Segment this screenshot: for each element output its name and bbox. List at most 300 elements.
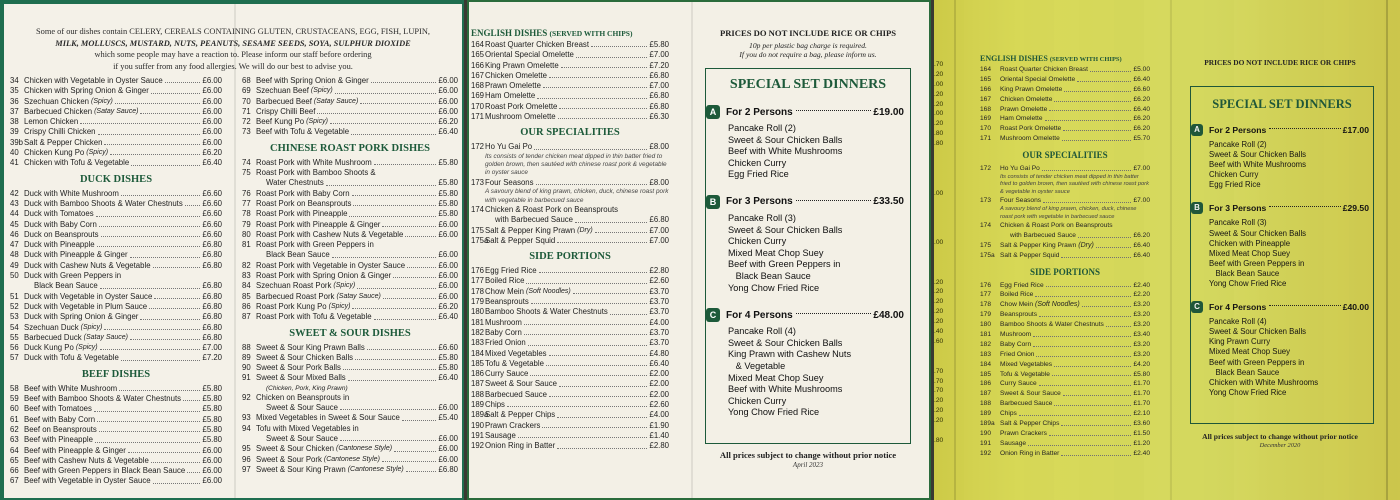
dot-leader [121,353,201,360]
item-number: 185 [980,370,992,378]
dot-leader [360,97,436,104]
set-letter-badge: A [1191,124,1203,136]
item-price: £5.80 [438,178,458,188]
item-name: Szechuan Duck [24,322,79,332]
item-number: 178 [471,286,485,296]
item-name: Roast Pork with Spring Onion & Ginger [256,271,392,281]
dot-leader [115,97,201,104]
item-name: Duck with Pineapple [24,240,95,250]
dot-leader [1049,429,1132,436]
item-price: £4.00 [649,317,669,327]
item-price: £6.00 [438,76,458,85]
item-name: Salt & Pepper Squid [485,235,556,245]
dot-leader [131,158,200,165]
item-name: Oriental Special Omelette [1000,75,1076,83]
dot-leader [595,226,648,233]
item-number: 168 [471,81,485,91]
menu-item [980,65,1150,75]
set-item: Beef with White Mushrooms [728,384,843,395]
menu-item [471,359,669,369]
dot-leader [353,199,436,206]
item-name: Prawn Omelette [1000,105,1048,113]
menu-item [10,404,222,414]
item-price: £5.80 [202,394,222,404]
dot-leader [1082,300,1132,307]
item-number: 39 [10,127,19,137]
item-price: £7.20 [649,60,669,70]
item-number: 56 [10,343,19,353]
item-price: £5.80 [202,383,222,393]
dot-leader [357,281,436,288]
dot-leader [558,112,648,119]
dot-leader [100,281,201,288]
set-price: £17.00 [1342,125,1369,135]
item-name: Roast Pork on Beansprouts [256,198,352,208]
item-name: King Prawn Omelette [485,60,559,70]
menu-item [242,250,458,260]
item-note: (Spicy) [86,149,109,157]
item-price: £2.00 [649,369,669,379]
cut-off-price: .60 [934,337,944,345]
menu-item [471,431,669,441]
item-price: £6.00 [438,260,458,270]
dot-leader [382,455,437,462]
item-price: £3.70 [649,327,669,337]
item-price: £6.00 [438,219,458,229]
item-name: Chips [485,400,505,410]
menu-item [980,281,1150,291]
menu-item [242,384,458,393]
item-name: Egg Fried Rice [1000,281,1044,289]
dot-leader [317,107,436,114]
dot-leader [119,384,200,391]
menu-item [10,86,222,96]
notice-rice-chips: PRICES DO NOT INCLUDE RICE OR CHIPS [1204,58,1356,67]
dot-leader [536,178,648,185]
item-name: Water Chestnuts [266,178,324,188]
item-price: £6.60 [1133,85,1150,93]
item-price: £6.00 [202,455,222,465]
item-name: Fried Onion [485,338,526,348]
dot-leader [343,363,437,370]
item-number: 164 [980,66,992,73]
item-number: 65 [10,455,19,465]
item-price: £5.80 [438,198,458,208]
item-number: 165 [471,50,485,60]
item-price: £6.20 [1133,115,1150,123]
menu-item [10,333,222,343]
item-number: 187 [471,379,485,389]
item-price: £6.00 [438,86,458,96]
item-number: 180 [980,321,992,329]
dot-leader [128,446,201,453]
menu-item [980,379,1150,389]
item-number: 43 [10,198,19,208]
item-number: 46 [10,229,19,239]
dot-leader [371,76,437,83]
item-number: 64 [10,445,19,455]
set-items [706,326,904,419]
menu-item [980,429,1150,439]
menu-item [980,85,1150,95]
fold-line [1170,0,1172,500]
item-number: 169 [471,91,485,101]
item-number: 82 [242,260,251,270]
dot-leader [557,236,647,243]
item-number: 84 [242,281,251,291]
menu-item [242,465,458,475]
item-number: 172 [980,165,992,173]
section-title-english: ENGLISH DISHES (SERVED WITH CHIPS) [471,28,633,38]
item-price: £6.80 [202,332,222,342]
dot-leader [1039,310,1131,317]
set-item: King Prawn Curry [1209,337,1271,347]
menu-item [242,393,458,403]
dot-leader [104,323,200,330]
item-name: Tofu & Vegetable [1000,370,1050,378]
dot-leader [151,86,201,93]
set-dinners-title: SPECIAL SET DINNERS [1212,97,1352,111]
item-name: Roast Pork Omelette [1000,125,1062,133]
item-number: 85 [242,291,251,301]
item-price: £6.00 [438,291,458,301]
cut-off-price: .20 [934,288,944,296]
set-item: Pancake Roll (4) [728,326,796,337]
menu-item [471,390,669,400]
item-number: 66 [10,466,19,476]
dot-leader [355,353,436,360]
cut-off-price: .20 [934,70,944,78]
menu-item [471,102,669,112]
item-price: £2.80 [649,266,669,276]
menu-item [242,189,458,199]
menu-item [980,75,1150,85]
item-price: £6.60 [202,198,222,208]
set-price: £48.00 [873,309,904,321]
item-price: £7.00 [649,50,669,60]
duck-list [10,189,222,364]
cut-off-price [934,149,952,159]
menu-item [471,91,669,101]
dot-leader [1096,241,1132,248]
set-item: Mixed Meat Chop Suey [1209,347,1291,357]
item-name: Chicken Omelette [1000,95,1053,103]
set-items [1191,140,1369,190]
specialities-list [471,142,669,246]
menu-item [242,455,458,465]
item-name: Duck on Beansprouts [24,229,99,239]
allergen-line-2: MILK, MOLLUSCS, MUSTARD, NUTS, PEANUTS, SESAME SEEDS, SOYA, SULPHUR DIOXIDE [55,38,411,48]
item-price: £6.30 [649,112,669,122]
item-name: Duck with Spring Onion & Ginger [24,312,139,322]
item-number: 52 [10,301,19,311]
item-number: 170 [980,125,992,133]
menu-item [980,95,1150,105]
set-item: Beef with Green Peppers in [1209,357,1305,367]
cut-off-price [934,159,952,169]
item-name: Bamboo Shoots & Water Chestnuts [485,307,608,317]
item-price: £4.20 [1133,360,1150,368]
cut-off-price: .20 [934,298,944,306]
item-name: Sweet & Sour Mixed Balls [256,373,346,383]
item-price: £5.80 [1133,370,1150,378]
item-name: Chicken with Tofu & Vegetable [24,158,130,168]
item-price: £3.20 [1133,340,1150,348]
item-description: Its consists of tender chicken meat dipped in thin batter fried to golden brown, then sautéed with chinese roast pork & vegetable in oyster sauce [1000,174,1149,195]
item-name: Roast Quarter Chicken Breast [1000,66,1088,73]
item-name: Four Seasons [485,177,534,187]
set-item: Black Bean Sauce [1209,268,1280,278]
menu-item [242,434,458,444]
item-number: 60 [10,404,19,414]
item-number: 189 [980,410,992,418]
cut-off-price [934,268,952,278]
dot-leader [394,444,436,451]
set-price: £19.00 [873,106,904,118]
item-price: £1.70 [1133,390,1150,398]
photo-left [0,0,464,500]
dot-leader [383,292,437,299]
item-number: 186 [471,369,485,379]
item-price: £5.80 [202,414,222,424]
item-number: 187 [980,390,992,398]
dot-leader [1269,206,1340,207]
cut-off-price: .70 [934,61,944,68]
dot-leader [100,343,201,350]
set-price: £33.50 [873,196,904,208]
item-name: Tofu with Mixed Vegetables in [256,423,359,433]
item-number: 183 [471,338,485,348]
set-label: For 3 Persons [726,196,793,208]
cut-off-price: .80 [934,130,944,138]
set-item: King Prawn with Cashew Nuts [728,349,852,360]
item-name: Sweet & Sour King Prawn [256,464,346,474]
item-name: Sweet & Sour Sauce [266,403,338,413]
menu-item [471,40,669,50]
item-price: £6.40 [649,358,669,368]
item-name: Salt & Pepper Squid [1000,251,1060,259]
menu-item [980,300,1150,310]
dot-leader [1090,65,1132,72]
set-price: £29.50 [1342,203,1369,214]
item-price: £6.80 [202,260,222,270]
item-number: 164 [471,40,485,49]
item-price: £5.80 [438,352,458,362]
menu-item [471,410,669,420]
menu-item [471,236,669,246]
dot-leader [393,271,436,278]
dot-leader [576,50,648,57]
dot-leader [549,349,648,356]
item-number: 72 [242,117,251,127]
item-name: Barbecued Chicken [24,106,93,116]
item-name: Crispy Chilli Chicken [24,127,96,137]
item-price: £6.80 [202,250,222,260]
set-item: Egg Fried Rice [1209,180,1261,190]
item-price: £5.80 [438,157,458,167]
cut-off-price [934,218,952,228]
menu-item [980,124,1150,134]
item-price: £2.00 [649,379,669,389]
dot-leader [1077,75,1131,82]
menu-item [242,302,458,312]
item-number: 45 [10,219,19,229]
set-heading [1191,202,1369,214]
menu-item [980,196,1150,206]
item-number: 39b [10,137,24,147]
menu-item [242,312,458,322]
item-name: Prawn Omelette [485,81,541,91]
item-name: Chicken with Spring Onion & Ginger [24,86,149,96]
menu-item [10,323,222,333]
item-number: 181 [980,330,992,338]
item-name: Barbecued Sauce [1000,400,1053,408]
item-price: £6.60 [202,229,222,239]
cut-off-price [934,208,952,218]
item-note: (Spicy) [306,118,328,126]
menu-item [471,81,669,91]
item-name: Four Seasons [1000,197,1042,205]
menu-item [242,97,458,107]
item-name: Beef with Tofu & Vegetable [256,127,350,137]
dot-leader [524,328,648,335]
item-name: Mixed Vegetables [1000,360,1053,368]
item-number: 190 [980,429,992,437]
item-price: £6.60 [202,188,222,198]
dot-leader [349,209,436,216]
item-number: 176 [980,281,992,289]
menu-item [10,199,222,209]
item-price: £6.80 [202,240,222,250]
dot-leader [154,292,200,299]
menu-item [10,476,222,486]
menu-item [10,189,222,199]
item-price: £5.80 [202,435,222,445]
dot-leader [546,359,648,366]
item-name: Mushroom Omelette [485,112,556,122]
section-title-side: SIDE PORTIONS [529,251,611,263]
set-item: Pancake Roll (3) [728,212,796,223]
item-name: Sweet & Sour Sauce [266,433,338,443]
cut-off-price: .20 [934,397,944,405]
menu-item [980,449,1150,459]
dot-leader [185,199,201,206]
item-name: Roast Pork with Pineapple & Ginger [256,219,381,229]
cut-off-price: .80 [934,436,944,444]
item-name: Barbecued Sauce [485,389,547,399]
item-price: £1.40 [649,430,669,440]
menu-item [10,148,222,158]
item-number: 165 [980,75,992,83]
dot-leader [1061,449,1131,456]
item-price: £6.20 [202,148,222,158]
item-note: (Satay Sauce) [94,107,139,115]
item-name: Onion Ring in Batter [485,441,556,451]
dot-leader [405,230,436,237]
section-title-duck: DUCK DISHES [79,173,153,185]
dot-leader [98,127,201,134]
item-number: 70 [242,96,251,106]
dot-leader [575,215,647,222]
menu-item [980,241,1150,251]
set-item: Sweet & Sour Chicken Balls [728,224,843,235]
dot-leader [1078,231,1132,238]
item-price: £6.00 [438,444,458,454]
item-number: 166 [471,60,485,70]
item-number: 50 [10,271,19,281]
dot-leader [95,435,201,442]
dot-leader [96,209,201,216]
item-name: Beansprouts [485,297,529,307]
set-letter-badge: B [1191,202,1203,214]
item-number: 76 [242,188,251,198]
item-number: 184 [980,360,992,368]
item-price: £5.70 [1133,135,1150,143]
set-item: Chicken with Pineapple [1209,238,1291,248]
item-price: £6.00 [438,454,458,464]
item-name: Mushroom Omelette [1000,135,1060,143]
item-description: A savoury blend of king prawn, chicken, duck, chinese roast pork with vegetable in barbecued sauce [1000,206,1137,220]
item-price: £7.00 [649,225,669,235]
set-dinners-box [705,68,911,444]
item-number: 175 [980,241,992,249]
item-price: £6.00 [202,86,222,96]
menu-item [471,441,669,451]
item-name: Baby Corn [485,327,522,337]
item-number: 63 [10,435,19,445]
set-item: Chicken Curry [728,157,787,168]
set-label: For 4 Persons [1209,302,1267,313]
item-number: 173 [471,177,485,187]
item-name: Sweet & Sour Sauce [1000,390,1061,398]
item-price: £6.00 [202,106,222,116]
menu-item [10,343,222,353]
menu-column-3 [471,28,669,452]
item-name: Prawn Crackers [1000,429,1047,437]
item-name: Baby Corn [1000,340,1032,348]
dot-leader [101,230,201,237]
item-name: Roast Pork with Green Peppers in [256,240,374,250]
item-note: (Cantonese Style) [336,445,393,453]
item-price: £1.20 [1133,439,1150,447]
item-price: £6.00 [202,137,222,147]
dot-leader [1035,290,1131,297]
item-number: 180 [471,307,485,317]
section-title-pork: CHINESE ROAST PORK DISHES [270,142,430,154]
item-number: 93 [242,413,251,423]
item-number: 178 [980,301,992,309]
item-price: £7.20 [202,353,222,363]
item-name: Black Bean Sauce [34,281,98,291]
dot-leader [374,312,437,319]
menu-item [242,158,458,168]
set-heading [706,308,904,322]
dot-leader [121,189,201,196]
item-name: Duck with Vegetable in Plum Sauce [24,301,148,311]
set-item: Yong Chow Fried Rice [1209,387,1287,397]
set-item: Pancake Roll (3) [1209,218,1267,228]
set-letter-badge: C [1191,301,1203,313]
menu-item [10,209,222,219]
item-name: King Prawn Omelette [1000,85,1063,93]
item-number: 44 [10,209,19,219]
item-name: Tofu & Vegetable [485,358,544,368]
menu-item [471,142,669,152]
set-letter-badge: C [706,308,720,322]
menu-item [471,400,669,410]
dot-leader [149,302,200,309]
item-price: £7.00 [649,81,669,91]
